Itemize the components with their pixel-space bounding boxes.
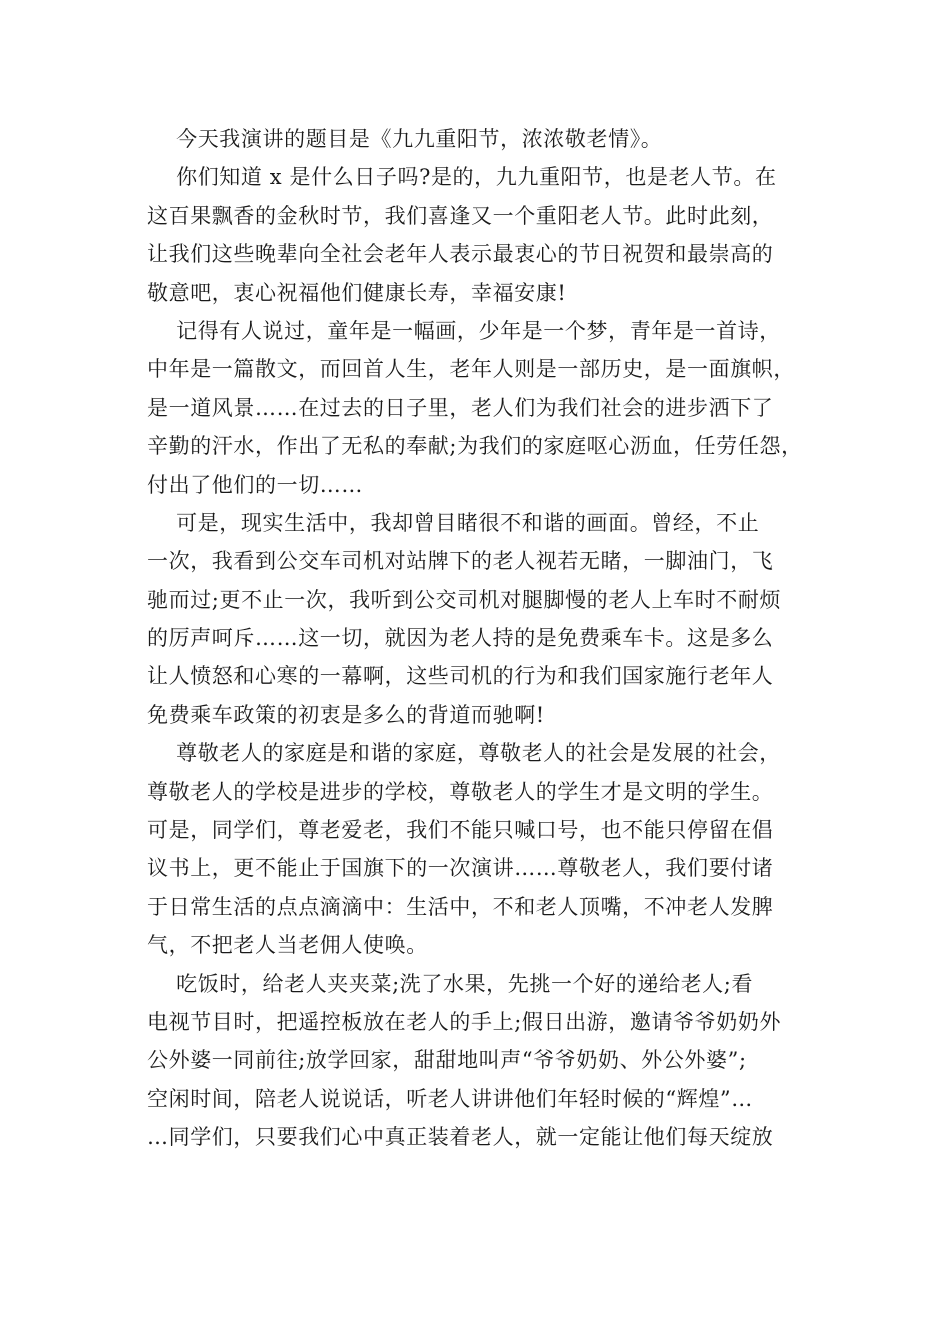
text-line: 吃饭时，给老人夹夹菜;洗了水果，先挑一个好的递给老人;看 bbox=[147, 971, 754, 996]
text-line: 于日常生活的点点滴滴中：生活中，不和老人顶嘴，不冲老人发脾 bbox=[147, 894, 774, 919]
text-line: 免费乘车政策的初衷是多么的背道而驰啊! bbox=[147, 702, 545, 727]
text-line: 可是，同学们，尊老爱老，我们不能只喊口号，也不能只停留在倡 bbox=[147, 818, 774, 843]
text-line: …同学们，只要我们心中真正装着老人，就一定能让他们每天绽放 bbox=[147, 1125, 774, 1150]
text-line: 一次，我看到公交车司机对站牌下的老人视若无睹，一脚油门，飞 bbox=[147, 549, 774, 574]
text-line: 尊敬老人的家庭是和谐的家庭，尊敬老人的社会是发展的社会， bbox=[147, 741, 781, 766]
text-line: 是一道风景……在过去的日子里，老人们为我们社会的进步洒下了 bbox=[147, 395, 774, 420]
text-line: 可是，现实生活中，我却曾目睹很不和谐的画面。曾经，不止 bbox=[147, 510, 760, 535]
text-line: 辛勤的汗水，作出了无私的奉献;为我们的家庭呕心沥血，任劳任怨， bbox=[147, 434, 803, 459]
text-line: 公外婆一同前往;放学回家，甜甜地叫声“爷爷奶奶、外公外婆”; bbox=[147, 1048, 747, 1073]
text-line: 气，不把老人当老佣人使唤。 bbox=[147, 933, 428, 958]
text-line: 尊敬老人的学校是进步的学校，尊敬老人的学生才是文明的学生。 bbox=[147, 779, 774, 804]
text-line: 的厉声呵斥……这一切，就因为老人持的是免费乘车卡。这是多么 bbox=[147, 626, 774, 651]
text-line: 记得有人说过，童年是一幅画，少年是一个梦，青年是一首诗， bbox=[147, 318, 781, 343]
text-line: 中年是一篇散文，而回首人生，老年人则是一部历史，是一面旗帜， bbox=[147, 357, 795, 382]
text-line: 付出了他们的一切…… bbox=[147, 472, 363, 497]
text-line: 让人愤怒和心寒的一幕啊，这些司机的行为和我们国家施行老年人 bbox=[147, 664, 774, 689]
text-line: 空闲时间，陪老人说说话，听老人讲讲他们年轻时候的“辉煌”… bbox=[147, 1086, 753, 1111]
text-line: 让我们这些晚辈向全社会老年人表示最衷心的节日祝贺和最崇高的 bbox=[147, 242, 774, 267]
text-line: 驰而过;更不止一次，我听到公交司机对腿脚慢的老人上车时不耐烦 bbox=[147, 587, 782, 612]
text-line: 议书上，更不能止于国旗下的一次演讲……尊敬老人，我们要付诸 bbox=[147, 856, 774, 881]
speech-body bbox=[147, 120, 807, 1157]
text-line: 这百果飘香的金秋时节，我们喜逢又一个重阳老人节。此时此刻， bbox=[147, 203, 774, 228]
text-line: 敬意吧，衷心祝福他们健康长寿，幸福安康! bbox=[147, 280, 567, 305]
text-line: 今天我演讲的题目是《九九重阳节，浓浓敬老情》。 bbox=[147, 127, 663, 151]
text-line: 你们知道 x 是什么日子吗?是的，九九重阳节，也是老人节。在 bbox=[147, 165, 777, 190]
text-line: 电视节目时，把遥控板放在老人的手上;假日出游，邀请爷爷奶奶外 bbox=[147, 1009, 782, 1034]
